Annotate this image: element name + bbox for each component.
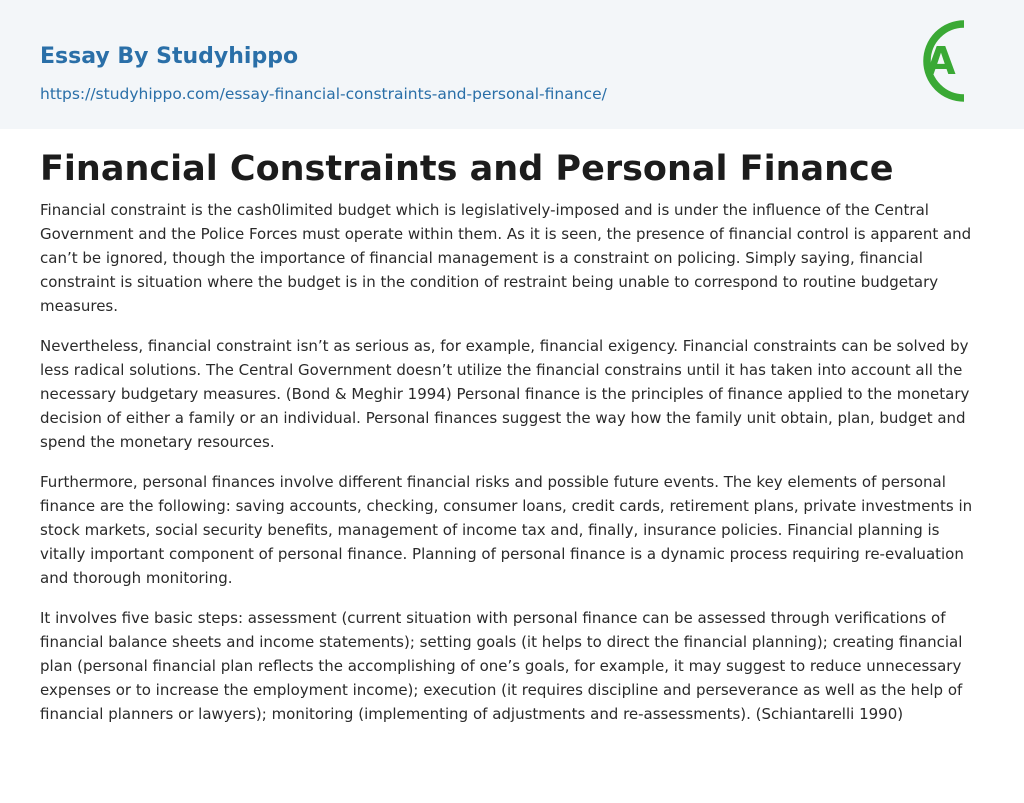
article-paragraph-2: Nevertheless, financial constraint isn’t as serious as, for example, financial exigency. Financial constraints can be solved by less radical solutions. The Central Government doesn’t utilize the financial constrains until it has taken into account all the necessary budgetary measures. (Bond & Meghir 1994) Personal finance is the principles of finance applied to the monetary decision of either a family or an individual. Personal finances suggest the way how the family unit obtain, plan, budget and spend the monetary resources.	[40, 337, 970, 451]
site-brand[interactable]: Essay By Studyhippo	[40, 44, 299, 69]
article-title: Financial Constraints and Personal Finance	[40, 149, 894, 189]
article-paragraph-4: It involves five basic steps: assessment (current situation with personal finance can be assessed through verifications of financial balance sheets and income statements); setting goals (it helps to direct the financial planning); creating financial plan (personal financial plan reflects the accomplishing of one’s goals, for example, it may suggest to reduce unnecessary expenses or to increase the employment income); execution (it requires discipline and perseverance as well as the help of financial planners or lawyers); monitoring (implementing of adjustments and re-assessments). (Schiantarelli 1990)	[40, 609, 963, 723]
article	[0, 147, 1024, 726]
studyhippo-logo-icon[interactable]	[912, 18, 986, 104]
source-url-link[interactable]: https://studyhippo.com/essay-financial-constraints-and-personal-finance/	[40, 85, 607, 103]
site-header	[0, 0, 1024, 129]
logo-letter: A	[926, 39, 956, 83]
article-paragraph-1: Financial constraint is the cash0limited budget which is legislatively-imposed and is under the influence of the Central Government and the Police Forces must operate within them. As it is seen, the presence of financial control is apparent and can’t be ignored, though the importance of financial management is a constraint on policing. Simply saying, financial constraint is situation where the budget is in the condition of restraint being unable to correspond to routine budgetary measures.	[40, 201, 972, 315]
article-paragraph-3: Furthermore, personal finances involve different financial risks and possible future events. The key elements of personal finance are the following: saving accounts, checking, consumer loans, credit cards, retirement plans, private investments in stock markets, social security benefits, management of income tax and, finally, insurance policies. Financial planning is vitally important component of personal finance. Planning of personal finance is a dynamic process requiring re-evaluation and thorough monitoring.	[40, 473, 973, 587]
